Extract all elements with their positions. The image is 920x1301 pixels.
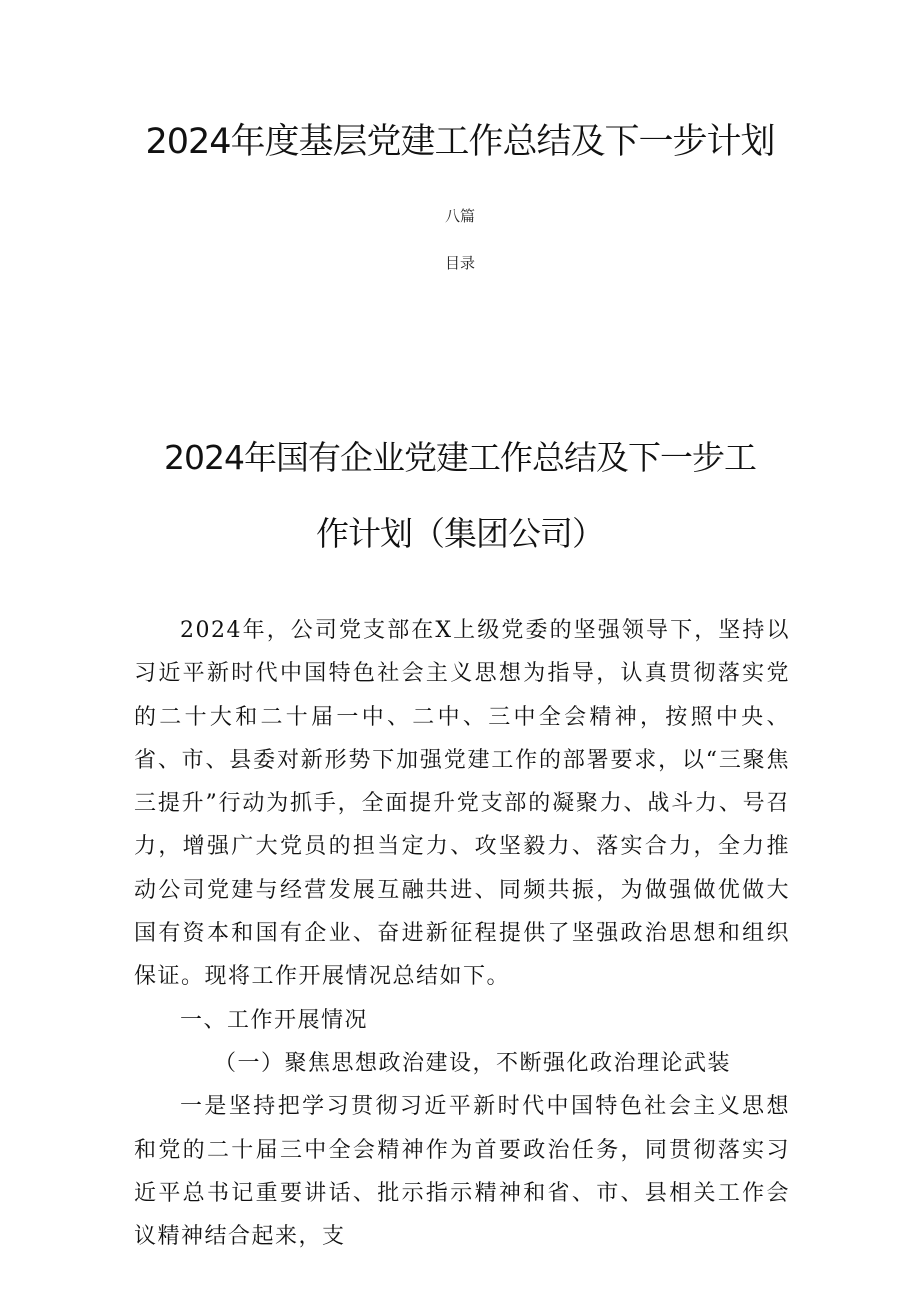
article-body: [134, 609, 790, 1258]
subsection-heading: （一）聚焦思想政治建设，不断强化政治理论武装: [214, 1050, 732, 1076]
article-title: 2024年国有企业党建工作总结及下一步工作计划（集团公司）: [164, 438, 756, 553]
intro-paragraph: 2024年，公司党支部在X上级党委的坚强领导下，坚持以习近平新时代中国特色社会主义思想为指导，认真贯彻落实党的二十大和二十届一中、二中、三中全会精神，按照中央、省、市、县委对新形势下加强党建工作的部署要求，以“三聚焦三提升”行动为抓手，全面提升党支部的凝聚力、战斗力、号召力，增强广大党员的担当定力、攻坚毅力、落实合力，全力推动公司党建与经营发展互融共进、同频共振，为做强做优做大国有资本和国有企业、奋进新征程提供了坚强政治思想和组织保证。现将工作开展情况总结如下。: [134, 618, 790, 990]
section-heading: 一、工作开展情况: [180, 1007, 369, 1033]
table-of-contents-label: 目录: [444, 254, 475, 272]
body-paragraph: 一是坚持把学习贯彻习近平新时代中国特色社会主义思想和党的二十届三中全会精神作为首要政治任务，同贯彻落实习近平总书记重要讲话、批示指示精神和省、市、县相关工作会议精神结合起来，支: [134, 1094, 790, 1250]
document-subtitle: 八篇: [444, 207, 475, 225]
document-title: 2024年度基层党建工作总结及下一步计划: [145, 122, 775, 162]
